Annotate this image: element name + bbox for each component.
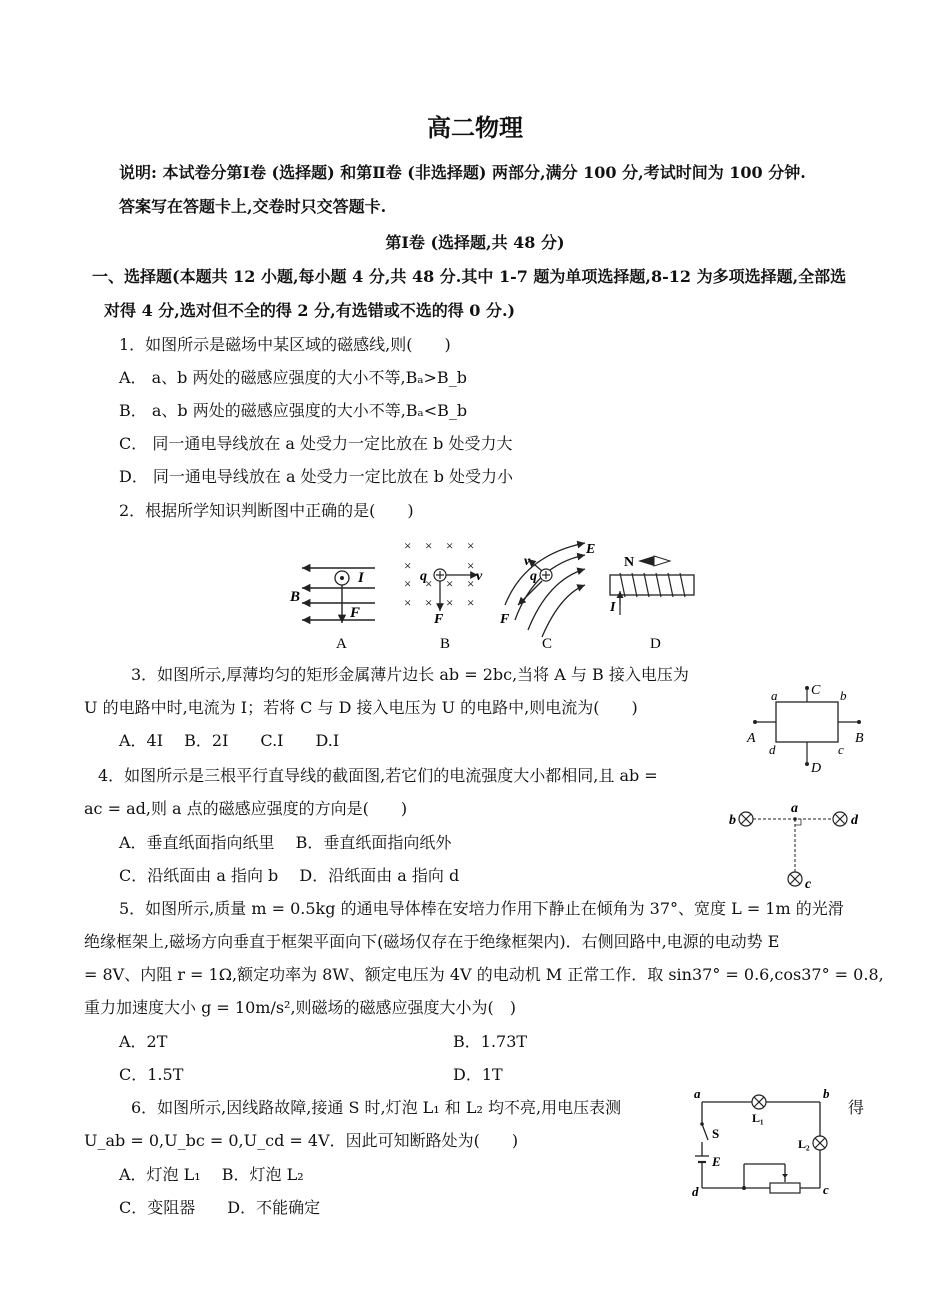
- q5-option-b: B．1.73T: [453, 1032, 528, 1051]
- q6-line-1: 6．如图所示,因线路故障,接通 S 时,灯泡 L₁ 和 L₂ 均不亮,用电压表测: [131, 1098, 622, 1117]
- svg-text:×: ×: [467, 558, 475, 573]
- svg-text:×: ×: [404, 538, 412, 553]
- q3-label-b-upper: B: [855, 731, 864, 746]
- q2-b-label-f: F: [434, 612, 444, 627]
- svg-text:×: ×: [446, 576, 454, 591]
- svg-text:×: ×: [404, 558, 412, 573]
- q3-label-a-upper: A: [747, 731, 756, 746]
- q6-line-2: U_ab = 0,U_bc = 0,U_cd = 4V．因此可知断路处为( ): [84, 1131, 519, 1150]
- q2-b-label-v: v: [476, 569, 483, 584]
- svg-text:×: ×: [446, 595, 454, 610]
- q2-fig-label-b: B: [440, 636, 451, 652]
- q4-line-2: ac = ad,则 a 点的磁感应强度的方向是( ): [84, 799, 408, 818]
- q2-figure-b: [404, 538, 483, 652]
- q1-option-a: A． a、b 两处的磁感应强度的大小不等,Bₐ>B_b: [119, 368, 467, 387]
- q5-line-1: 5．如图所示,质量 m = 0.5kg 的通电导体棒在安培力作用下静止在倾角为 37°、宽度 L = 1m 的光滑: [119, 899, 844, 918]
- q6-label-l1: L₁: [752, 1111, 764, 1125]
- q2-a-label-b: B: [290, 589, 301, 605]
- q3-figure: [745, 680, 870, 775]
- svg-text:×: ×: [404, 576, 412, 591]
- svg-text:×: ×: [425, 538, 433, 553]
- q6-label-s: S: [712, 1126, 720, 1141]
- q3-label-b: b: [840, 688, 847, 703]
- q5-option-a: A．2T: [119, 1032, 168, 1051]
- q5-line-4: 重力加速度大小 g = 10m/s²,则磁场的磁感应强度大小为( ): [84, 998, 517, 1017]
- q2-d-label-i: I: [610, 600, 616, 615]
- q1-option-b: B． a、b 两处的磁感应强度的大小不等,Bₐ<B_b: [119, 401, 468, 420]
- q1-option-c: C． 同一通电导线放在 a 处受力一定比放在 b 处受力大: [119, 434, 513, 453]
- svg-text:×: ×: [425, 595, 433, 610]
- q3-label-a: a: [771, 688, 778, 703]
- q2-a-label-i: I: [358, 570, 364, 586]
- q4-label-d: d: [851, 813, 858, 828]
- q6-label-e: E: [712, 1154, 721, 1169]
- q6-label-a: a: [694, 1086, 701, 1101]
- q3-label-c-upper: C: [811, 683, 821, 698]
- q6-label-c: c: [823, 1182, 829, 1197]
- q6-label-l2: L₂: [798, 1137, 810, 1151]
- q2-a-label-f: F: [350, 605, 361, 621]
- q3-line-2: U 的电路中时,电流为 I；若将 C 与 D 接入电压为 U 的电路中,则电流为( ): [84, 698, 638, 717]
- q6-figure: [690, 1088, 840, 1203]
- q4-label-c: c: [805, 877, 812, 892]
- q4-options-cd: C．沿纸面由 a 指向 b D．沿纸面由 a 指向 d: [119, 866, 460, 885]
- svg-text:×: ×: [425, 576, 433, 591]
- q6-options-cd: C．变阻器 D．不能确定: [119, 1198, 321, 1217]
- q2-figure-c: [499, 542, 595, 652]
- q2-figure-d: [609, 555, 694, 652]
- q4-figure: [725, 800, 870, 895]
- q2-figure: [280, 535, 700, 655]
- q4-line-1: 4．如图所示是三根平行直导线的截面图,若它们的电流强度大小都相同,且 ab =: [98, 766, 658, 785]
- q2-fig-label-c: C: [542, 636, 553, 652]
- svg-text:×: ×: [404, 595, 412, 610]
- q5-option-d: D．1T: [453, 1065, 503, 1084]
- q4-label-b: b: [729, 813, 736, 828]
- svg-text:×: ×: [467, 538, 475, 553]
- q2-stem: 2．根据所学知识判断图中正确的是( ): [119, 501, 414, 520]
- svg-text:×: ×: [467, 576, 475, 591]
- intro-line-2: 答案写在答题卡上,交卷时只交答题卡.: [119, 197, 387, 216]
- svg-text:×: ×: [446, 538, 454, 553]
- q6-label-d: d: [692, 1184, 699, 1199]
- intro-line-1: 说明: 本试卷分第Ⅰ卷 (选择题) 和第Ⅱ卷 (非选择题) 两部分,满分 100 分,考试时间为 100 分钟.: [119, 163, 806, 182]
- q5-option-c: C．1.5T: [119, 1065, 184, 1084]
- q2-fig-label-d: D: [650, 636, 661, 652]
- section-heading-line-2: 对得 4 分,选对但不全的得 2 分,有选错或不选的得 0 分.): [104, 301, 516, 320]
- svg-text:×: ×: [467, 595, 475, 610]
- q2-fig-label-a: A: [336, 636, 347, 652]
- q2-d-label-n: N: [624, 555, 635, 570]
- q4-label-a: a: [791, 801, 798, 816]
- q1-option-d: D． 同一通电导线放在 a 处受力一定比放在 b 处受力小: [119, 467, 514, 486]
- q2-c-label-q: q: [530, 569, 537, 584]
- q2-b-label-q: q: [420, 569, 427, 584]
- q4-options-ab: A．垂直纸面指向纸里 B．垂直纸面指向纸外: [119, 833, 452, 852]
- q1-stem: 1．如图所示是磁场中某区域的磁感线,则( ): [119, 335, 451, 354]
- q2-c-label-f: F: [500, 612, 510, 627]
- q6-options-ab: A．灯泡 L₁ B．灯泡 L₂: [119, 1165, 304, 1184]
- q3-label-d-upper: D: [811, 761, 822, 776]
- q5-line-2: 绝缘框架上,磁场方向垂直于框架平面向下(磁场仅存在于绝缘框架内)．右侧回路中,电源的电动势 E: [84, 932, 780, 951]
- q2-c-label-e: E: [586, 542, 596, 557]
- q2-c-label-v: v: [524, 554, 531, 569]
- section-heading-line-1: 一、选择题(本题共 12 小题,每小题 4 分,共 48 分.其中 1-7 题为单项选择题,8-12 为多项选择题,全部选: [92, 267, 847, 286]
- q2-figure-a: [289, 568, 375, 652]
- q6-label-b: b: [823, 1086, 830, 1101]
- q3-label-c: c: [838, 742, 844, 757]
- page-title: 高二物理: [427, 113, 523, 142]
- q3-line-1: 3．如图所示,厚薄均匀的矩形金属薄片边长 ab = 2bc,当将 A 与 B 接入电压为: [131, 665, 689, 684]
- q5-line-3: = 8V、内阻 r = 1Ω,额定功率为 8W、额定电压为 4V 的电动机 M 正常工作．取 sin37° = 0.6,cos37° = 0.8,: [84, 965, 884, 984]
- part1-heading: 第Ⅰ卷 (选择题,共 48 分): [385, 233, 565, 252]
- q3-options: A．4I B．2I C.I D.I: [119, 731, 340, 750]
- q6-line-1-end: 得: [848, 1098, 865, 1117]
- q3-label-d: d: [769, 742, 776, 757]
